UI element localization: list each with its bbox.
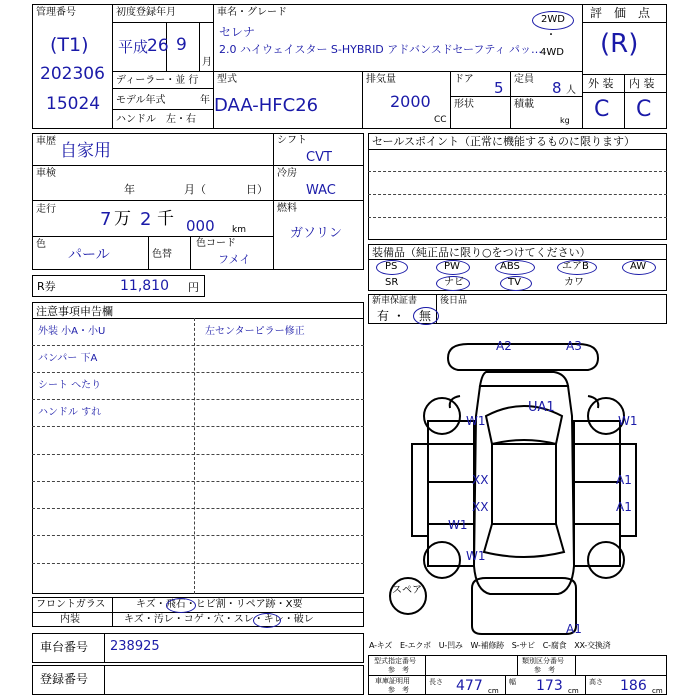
equip-tv: TV xyxy=(508,277,521,288)
length-unit: cm xyxy=(488,687,499,695)
mileage-label: 走行 xyxy=(36,204,56,215)
mark-a1-right-2: A1 xyxy=(616,500,632,514)
color-code-label: 色コード xyxy=(196,238,236,249)
equip-leather: カワ xyxy=(564,277,584,288)
cert-ref: 参 考 xyxy=(388,686,409,694)
warranty-label: 新車保証書 xyxy=(372,296,418,306)
mark-a1-right-1: A1 xyxy=(616,473,632,487)
use-value: 自家用 xyxy=(60,141,111,161)
type-designation-label: 型式指定番号 xyxy=(374,657,416,665)
month-unit: 月 xyxy=(202,57,212,68)
mark-xx-2: XX xyxy=(472,500,489,514)
mark-w1-left-rear: W1 xyxy=(448,518,468,532)
era: 平成 xyxy=(118,38,149,56)
cert-label: 車庫証明用 xyxy=(375,677,410,685)
color-change-label: 色替 xyxy=(152,249,172,260)
chassis-value: 238925 xyxy=(110,639,160,654)
mileage-sen-unit: 千 xyxy=(157,209,174,229)
drive-2wd: 2WD xyxy=(541,14,565,25)
warranty-selected: 無 xyxy=(419,309,432,323)
reg-month: 9 xyxy=(176,35,187,55)
insp-day: 日） xyxy=(246,183,268,196)
equip-aw: AW xyxy=(630,261,647,272)
insp-year: 年 xyxy=(124,183,135,196)
note-right-1: 左センターピラー修正 xyxy=(205,326,305,337)
drive-4wd: 4WD xyxy=(540,47,564,58)
mileage-man: 7 xyxy=(100,209,112,230)
mgmt-t1: (T1) xyxy=(50,34,89,56)
door-label: ドア xyxy=(454,74,474,85)
door-value: 5 xyxy=(494,79,504,97)
glass-items: キズ・飛石・ヒビ割・リペア跡・X要 xyxy=(136,599,303,610)
dealer-label: ディーラー・並 行 xyxy=(116,75,199,86)
equip-pw: PW xyxy=(444,261,460,272)
color-code-value: フメイ xyxy=(218,253,251,266)
mileage-man-unit: 万 xyxy=(114,209,131,229)
sales-label: セールスポイント（正常に機能するものに限ります） xyxy=(372,135,636,148)
mark-w1-right-front: W1 xyxy=(618,414,638,428)
shape-label: 形状 xyxy=(454,99,474,110)
type-label: 型式 xyxy=(217,74,237,85)
shift-value: CVT xyxy=(306,150,332,165)
interior-circled xyxy=(253,613,281,628)
equip-ps: PS xyxy=(385,261,398,272)
length-value: 477 xyxy=(456,678,483,694)
width-label: 幅 xyxy=(509,678,516,686)
width-value: 173 xyxy=(536,678,563,694)
cc-unit: CC xyxy=(434,115,447,125)
category-ref: 参 考 xyxy=(534,666,555,674)
use-label: 車歴 xyxy=(36,136,56,147)
load-unit: kg xyxy=(560,116,570,125)
mark-w1-left-front: W1 xyxy=(466,414,486,428)
interior-items: キズ・汚レ・コゲ・穴・スレ・キレ・破レ xyxy=(124,614,314,625)
damage-legend: A-キズ E-エクボ U-凹み W-補修跡 S-サビ C-腐食 XX-交換済 xyxy=(369,641,611,650)
year-unit: 年 xyxy=(200,95,210,106)
insp-month: 月（ xyxy=(184,183,206,196)
fuel-value: ガソリン xyxy=(290,226,343,241)
int-label: 内 装 xyxy=(629,77,655,90)
mgmt-number-1: 202306 xyxy=(40,64,105,84)
chassis-label: 車台番号 xyxy=(40,640,89,654)
width-unit: cm xyxy=(568,687,579,695)
height-label: 高さ xyxy=(589,678,603,686)
equip-navi: ナビ xyxy=(444,277,464,288)
drive-dot: ・ xyxy=(546,30,556,41)
color-value: パール xyxy=(68,247,110,263)
score-value: (R) xyxy=(600,29,639,59)
mgmt-label: 管理番号 xyxy=(36,7,76,18)
mark-a2: A2 xyxy=(496,339,512,353)
score-label: 評 価 点 xyxy=(590,6,651,20)
recycle-section xyxy=(32,275,205,297)
equip-sr: SR xyxy=(385,277,399,288)
grade: 2.0 ハイウェイスター S-HYBRID アドバンスドセーフティ パッ… xyxy=(219,43,543,56)
handle-label: ハンドル 左・右 xyxy=(116,114,196,125)
first-reg-label: 初度登録年月 xyxy=(116,7,176,18)
color-label: 色 xyxy=(36,239,46,250)
recycle-label: R券 xyxy=(37,280,56,293)
model-code: DAA-HFC26 xyxy=(214,95,319,116)
category-label: 類別区分番号 xyxy=(522,657,564,665)
later-label: 後日品 xyxy=(440,296,468,306)
capacity-unit: 人 xyxy=(566,85,576,96)
reg-year: 26 xyxy=(147,36,169,56)
warranty-options: 有 ・ xyxy=(377,309,405,323)
ac-label: 冷房 xyxy=(277,168,297,179)
height-value: 186 xyxy=(620,678,647,694)
mileage-rest: 000 xyxy=(186,217,215,235)
type-designation-ref: 参 考 xyxy=(388,666,409,674)
recycle-value: 11,810 xyxy=(120,278,169,294)
name-label: 車名・グレード xyxy=(217,7,287,18)
capacity-label: 定員 xyxy=(514,74,534,85)
equipment-label: 装備品（純正品に限り○をつけてください） xyxy=(372,246,591,259)
int-grade: C xyxy=(636,97,652,122)
load-label: 積載 xyxy=(514,99,534,110)
spare-label: スペア xyxy=(392,585,422,596)
ext-grade: C xyxy=(594,97,610,122)
ext-label: 外 装 xyxy=(588,77,614,90)
registration-label: 登録番号 xyxy=(40,672,89,686)
equip-abs: ABS xyxy=(500,261,520,272)
cc-value: 2000 xyxy=(390,92,431,111)
note-left-2: バンパー 下A xyxy=(38,353,98,364)
mark-xx-1: XX xyxy=(472,473,489,487)
capacity-value: 8 xyxy=(552,79,562,97)
mark-a1-rear: A1 xyxy=(566,622,582,636)
model-year-label: モデル年式 xyxy=(116,95,166,106)
mgmt-number-2: 15024 xyxy=(46,94,101,114)
notes-label: 注意事項申告欄 xyxy=(36,305,113,318)
cc-label: 排気量 xyxy=(366,74,396,85)
mileage-unit: km xyxy=(232,225,246,235)
note-left-1: 外装 小A・小U xyxy=(38,326,106,337)
mark-w1-left-center: W1 xyxy=(466,549,486,563)
inspection-label: 車検 xyxy=(36,168,56,179)
glass-label: フロントガラス xyxy=(36,599,106,610)
ac-value: WAC xyxy=(306,183,336,198)
recycle-unit: 円 xyxy=(188,281,199,294)
shift-label: シフト xyxy=(277,135,307,146)
note-left-4: ハンドル すれ xyxy=(38,407,102,418)
height-unit: cm xyxy=(652,687,663,695)
car-name: セレナ xyxy=(219,25,256,39)
equip-airbag: エアB xyxy=(562,261,589,272)
mark-ua1: UA1 xyxy=(528,400,555,415)
fuel-label: 燃料 xyxy=(277,203,297,214)
note-left-3: シート へたり xyxy=(38,380,102,391)
interior-label: 内装 xyxy=(60,614,80,625)
mark-a3: A3 xyxy=(566,339,582,353)
length-label: 長さ xyxy=(429,678,443,686)
glass-circled xyxy=(166,598,196,613)
mileage-sen: 2 xyxy=(140,209,152,230)
